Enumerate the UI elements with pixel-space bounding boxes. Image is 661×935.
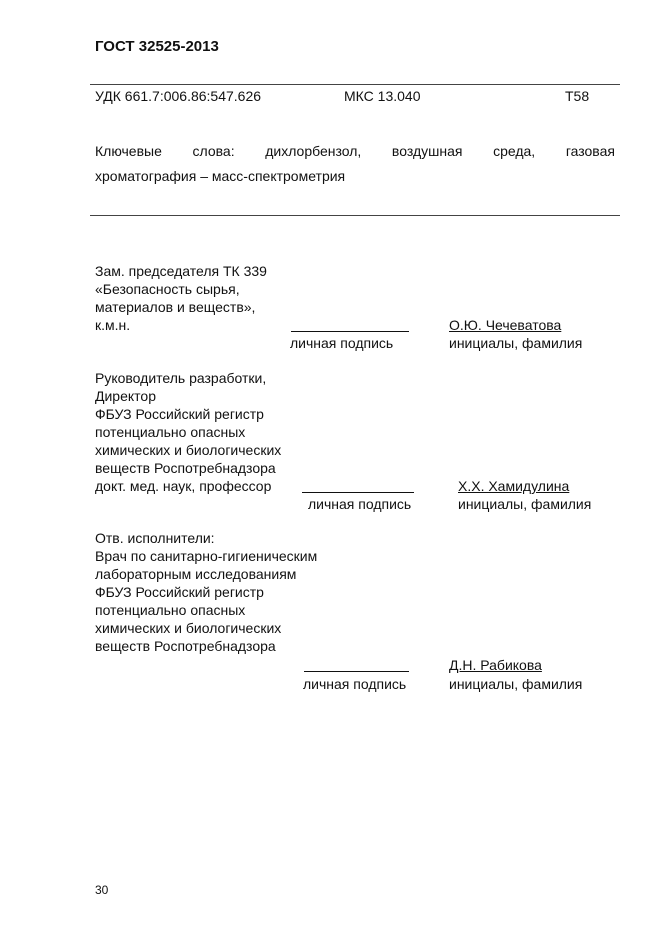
keywords-rule <box>90 215 620 216</box>
position-line: Врач по санитарно-гигиеническим <box>95 548 318 564</box>
keyword-word: Ключевые <box>95 143 162 159</box>
signatory-1-name: О.Ю. Чечеватова <box>449 317 562 333</box>
position-line: лабораторным исследованиям <box>95 566 297 582</box>
keyword-word: воздушная <box>391 143 463 159</box>
signature-line <box>304 671 409 672</box>
page-number: 30 <box>95 883 109 897</box>
position-line: Руководитель разработки, <box>95 370 267 386</box>
keywords-line-2: хроматография – масс-спектрометрия <box>95 168 346 184</box>
mks-code: МКС 13.040 <box>344 88 421 104</box>
signature-caption: личная подпись <box>308 496 412 512</box>
signature-caption: личная подпись <box>303 676 407 692</box>
name-caption: инициалы, фамилия <box>449 676 583 692</box>
signatory-2-position <box>95 369 281 495</box>
position-line: потенциально опасных <box>95 602 246 618</box>
position-line: веществ Роспотребнадзора <box>95 460 276 476</box>
position-line: веществ Роспотребнадзора <box>95 638 276 654</box>
signature-caption: личная подпись <box>290 335 394 351</box>
keyword-word: среда, <box>493 143 536 159</box>
position-line: материалов и веществ», <box>95 299 256 315</box>
position-line: ФБУЗ Российский регистр <box>95 406 264 422</box>
position-line: химических и биологических <box>95 620 282 636</box>
name-caption: инициалы, фамилия <box>449 335 583 351</box>
position-line: ФБУЗ Российский регистр <box>95 584 264 600</box>
position-line: Отв. исполнители: <box>95 530 215 546</box>
signature-line <box>302 492 414 493</box>
signature-line <box>291 331 409 332</box>
keyword-word: дихлорбензол, <box>265 143 362 159</box>
name-caption: инициалы, фамилия <box>458 496 592 512</box>
position-line: Зам. председателя ТК 339 <box>95 263 267 279</box>
position-line: потенциально опасных <box>95 424 246 440</box>
position-line: к.м.н. <box>95 317 131 333</box>
keywords-line-1 <box>95 142 615 160</box>
position-line: химических и биологических <box>95 442 282 458</box>
position-line: «Безопасность сырья, <box>95 281 240 297</box>
classifier-code: Т58 <box>565 88 590 104</box>
signatory-2-name: Х.Х. Хамидулина <box>458 478 570 494</box>
position-line: докт. мед. наук, профессор <box>95 478 272 494</box>
top-rule <box>90 84 620 85</box>
udk-code: УДК 661.7:006.86:547.626 <box>95 88 262 104</box>
keyword-word: слова: <box>192 143 235 159</box>
position-line: Директор <box>95 388 156 404</box>
signatory-3-position <box>95 529 317 655</box>
keyword-word: газовая <box>565 143 615 159</box>
document-standard-title: ГОСТ 32525-2013 <box>95 38 219 55</box>
signatory-1-position <box>95 262 267 334</box>
signatory-3-name: Д.Н. Рабикова <box>449 657 542 673</box>
